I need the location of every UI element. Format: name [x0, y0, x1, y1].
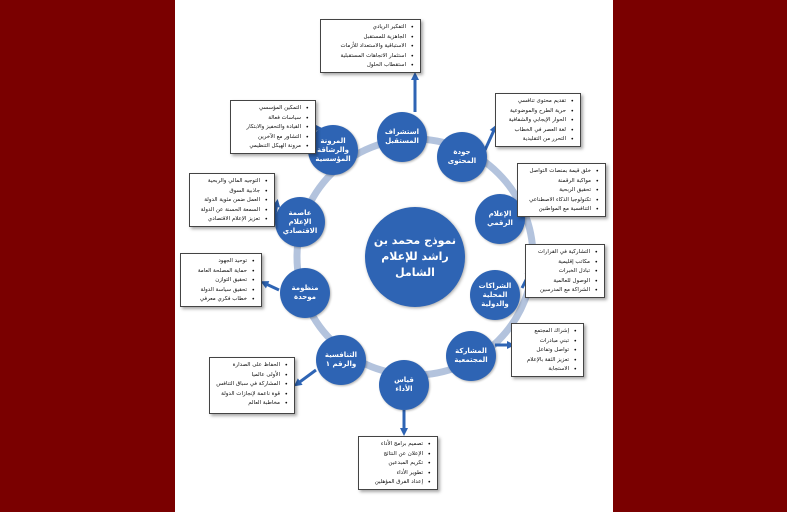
- list-item: • التفكير الريادي: [325, 23, 406, 33]
- list-item: • لغة العصر في الخطاب: [500, 126, 566, 136]
- node-content-quality: جودة المحتوى: [437, 132, 487, 182]
- list-item: • تكنولوجيا الذكاء الاصطناعي: [522, 196, 591, 206]
- node-economic-capital: عاصمة الإعلام الاقتصادي: [275, 197, 325, 247]
- list-item: • قوة ناعمة لإنجازات الدولة: [214, 390, 280, 400]
- box-community: [511, 323, 584, 377]
- list-item: • التنافسية مع المواطنين: [522, 205, 591, 215]
- node-competitiveness: التنافسية والرقم ١: [316, 335, 366, 385]
- list-item: • الأولى عالميا: [214, 371, 280, 381]
- list-item: • تطوير الأداء: [363, 469, 423, 479]
- slide-canvas: [175, 0, 613, 512]
- list-item: • تكريم المبدعين: [363, 459, 423, 469]
- node-foresight: استشراف المستقبل: [377, 112, 427, 162]
- list-item: • تبني مبادرات: [516, 337, 569, 347]
- list-item: • تحقيق الربحية: [522, 186, 591, 196]
- list-item: • تحقيق التوازن: [185, 276, 247, 286]
- list-item: • القيادة والتحفيز والابتكار: [235, 123, 301, 133]
- box-digital-media: [517, 163, 606, 217]
- list-item: • مرونة الهيكل التنظيمي: [235, 142, 301, 152]
- list-item: • خطاب فكري معرفي: [185, 295, 247, 305]
- node-partnerships: الشراكات المحلية والدولية: [470, 270, 520, 320]
- list-item: • السمعة الحسنة عن الدولة: [194, 206, 260, 216]
- box-unified-system: [180, 253, 262, 307]
- list-item: • تعزيز الإعلام الاقتصادي: [194, 215, 260, 225]
- list-item: • الاستباقية والاستعداد للأزمات: [325, 42, 406, 52]
- list-item: • الحفاظ على الصدارة: [214, 361, 280, 371]
- list-item: • الشراكة مع المدرسين: [530, 286, 590, 296]
- list-item: • الوصول للعالمية: [530, 277, 590, 287]
- list-item: • تصميم برامج الأداء: [363, 440, 423, 450]
- list-item: • التحرر من التقليدية: [500, 135, 566, 145]
- list-item: • حماية المصلحة العامة: [185, 267, 247, 277]
- list-item: • استقطاب الحلول: [325, 61, 406, 71]
- center-title: نموذج محمد بن راشد للإعلام الشامل: [365, 207, 465, 307]
- list-item: • الإعلان عن النتائج: [363, 450, 423, 460]
- arrowhead: [400, 428, 408, 436]
- list-item: • تحقيق سياسة الدولة: [185, 286, 247, 296]
- box-partnerships: [525, 244, 605, 298]
- list-item: • تقديم محتوى تنافسي: [500, 97, 566, 107]
- list-item: • تبادل الخبرات: [530, 267, 590, 277]
- list-item: • مواكبة الرقمنة: [522, 177, 591, 187]
- list-item: • خلق قيمة بمنصات التواصل: [522, 167, 591, 177]
- list-item: • الاستجابة: [516, 365, 569, 375]
- list-item: • التمكين المؤسسي: [235, 104, 301, 114]
- box-flexibility: [230, 100, 316, 154]
- box-foresight: [320, 19, 421, 73]
- list-item: • سياسات فعالة: [235, 114, 301, 124]
- node-flexibility: المرونة والرشاقة المؤسسية: [308, 125, 358, 175]
- node-community: المشاركة المجتمعية: [446, 331, 496, 381]
- list-item: • تواصل وتفاعل: [516, 346, 569, 356]
- arrowhead: [411, 72, 419, 80]
- list-item: • إعداد الفرق المؤهلين: [363, 478, 423, 488]
- list-item: • الجاهزية للمستقبل: [325, 33, 406, 43]
- list-item: • استثمار الاتجاهات المستقبلية: [325, 52, 406, 62]
- list-item: • التشاور مع الآخرين: [235, 133, 301, 143]
- list-item: • العمل ضمن مئوية الدولة: [194, 196, 260, 206]
- node-digital-media: الإعلام الرقمي: [475, 194, 525, 244]
- list-item: • المشاركة في سباق التنافس: [214, 380, 280, 390]
- box-performance: [358, 436, 438, 490]
- list-item: • إشراك المجتمع: [516, 327, 569, 337]
- box-competitiveness: [209, 357, 295, 414]
- list-item: • التوجيه المالي والربحية: [194, 177, 260, 187]
- list-item: • مخاطبة العالم: [214, 399, 280, 409]
- list-item: • توحيد الجهود: [185, 257, 247, 267]
- box-economic-capital: [189, 173, 275, 227]
- node-performance: قياس الأداء: [379, 360, 429, 410]
- node-unified-system: منظومة موحدة: [280, 268, 330, 318]
- box-content-quality: [495, 93, 581, 147]
- list-item: • جاذبية السوق: [194, 187, 260, 197]
- list-item: • تعزيز الثقة بالإعلام: [516, 356, 569, 366]
- list-item: • التشاركية في القرارات: [530, 248, 590, 258]
- list-item: • الحوار الإيجابي والشفافية: [500, 116, 566, 126]
- list-item: • حرية الطرح والموضوعية: [500, 107, 566, 117]
- list-item: • مكاتب إقليمية: [530, 258, 590, 268]
